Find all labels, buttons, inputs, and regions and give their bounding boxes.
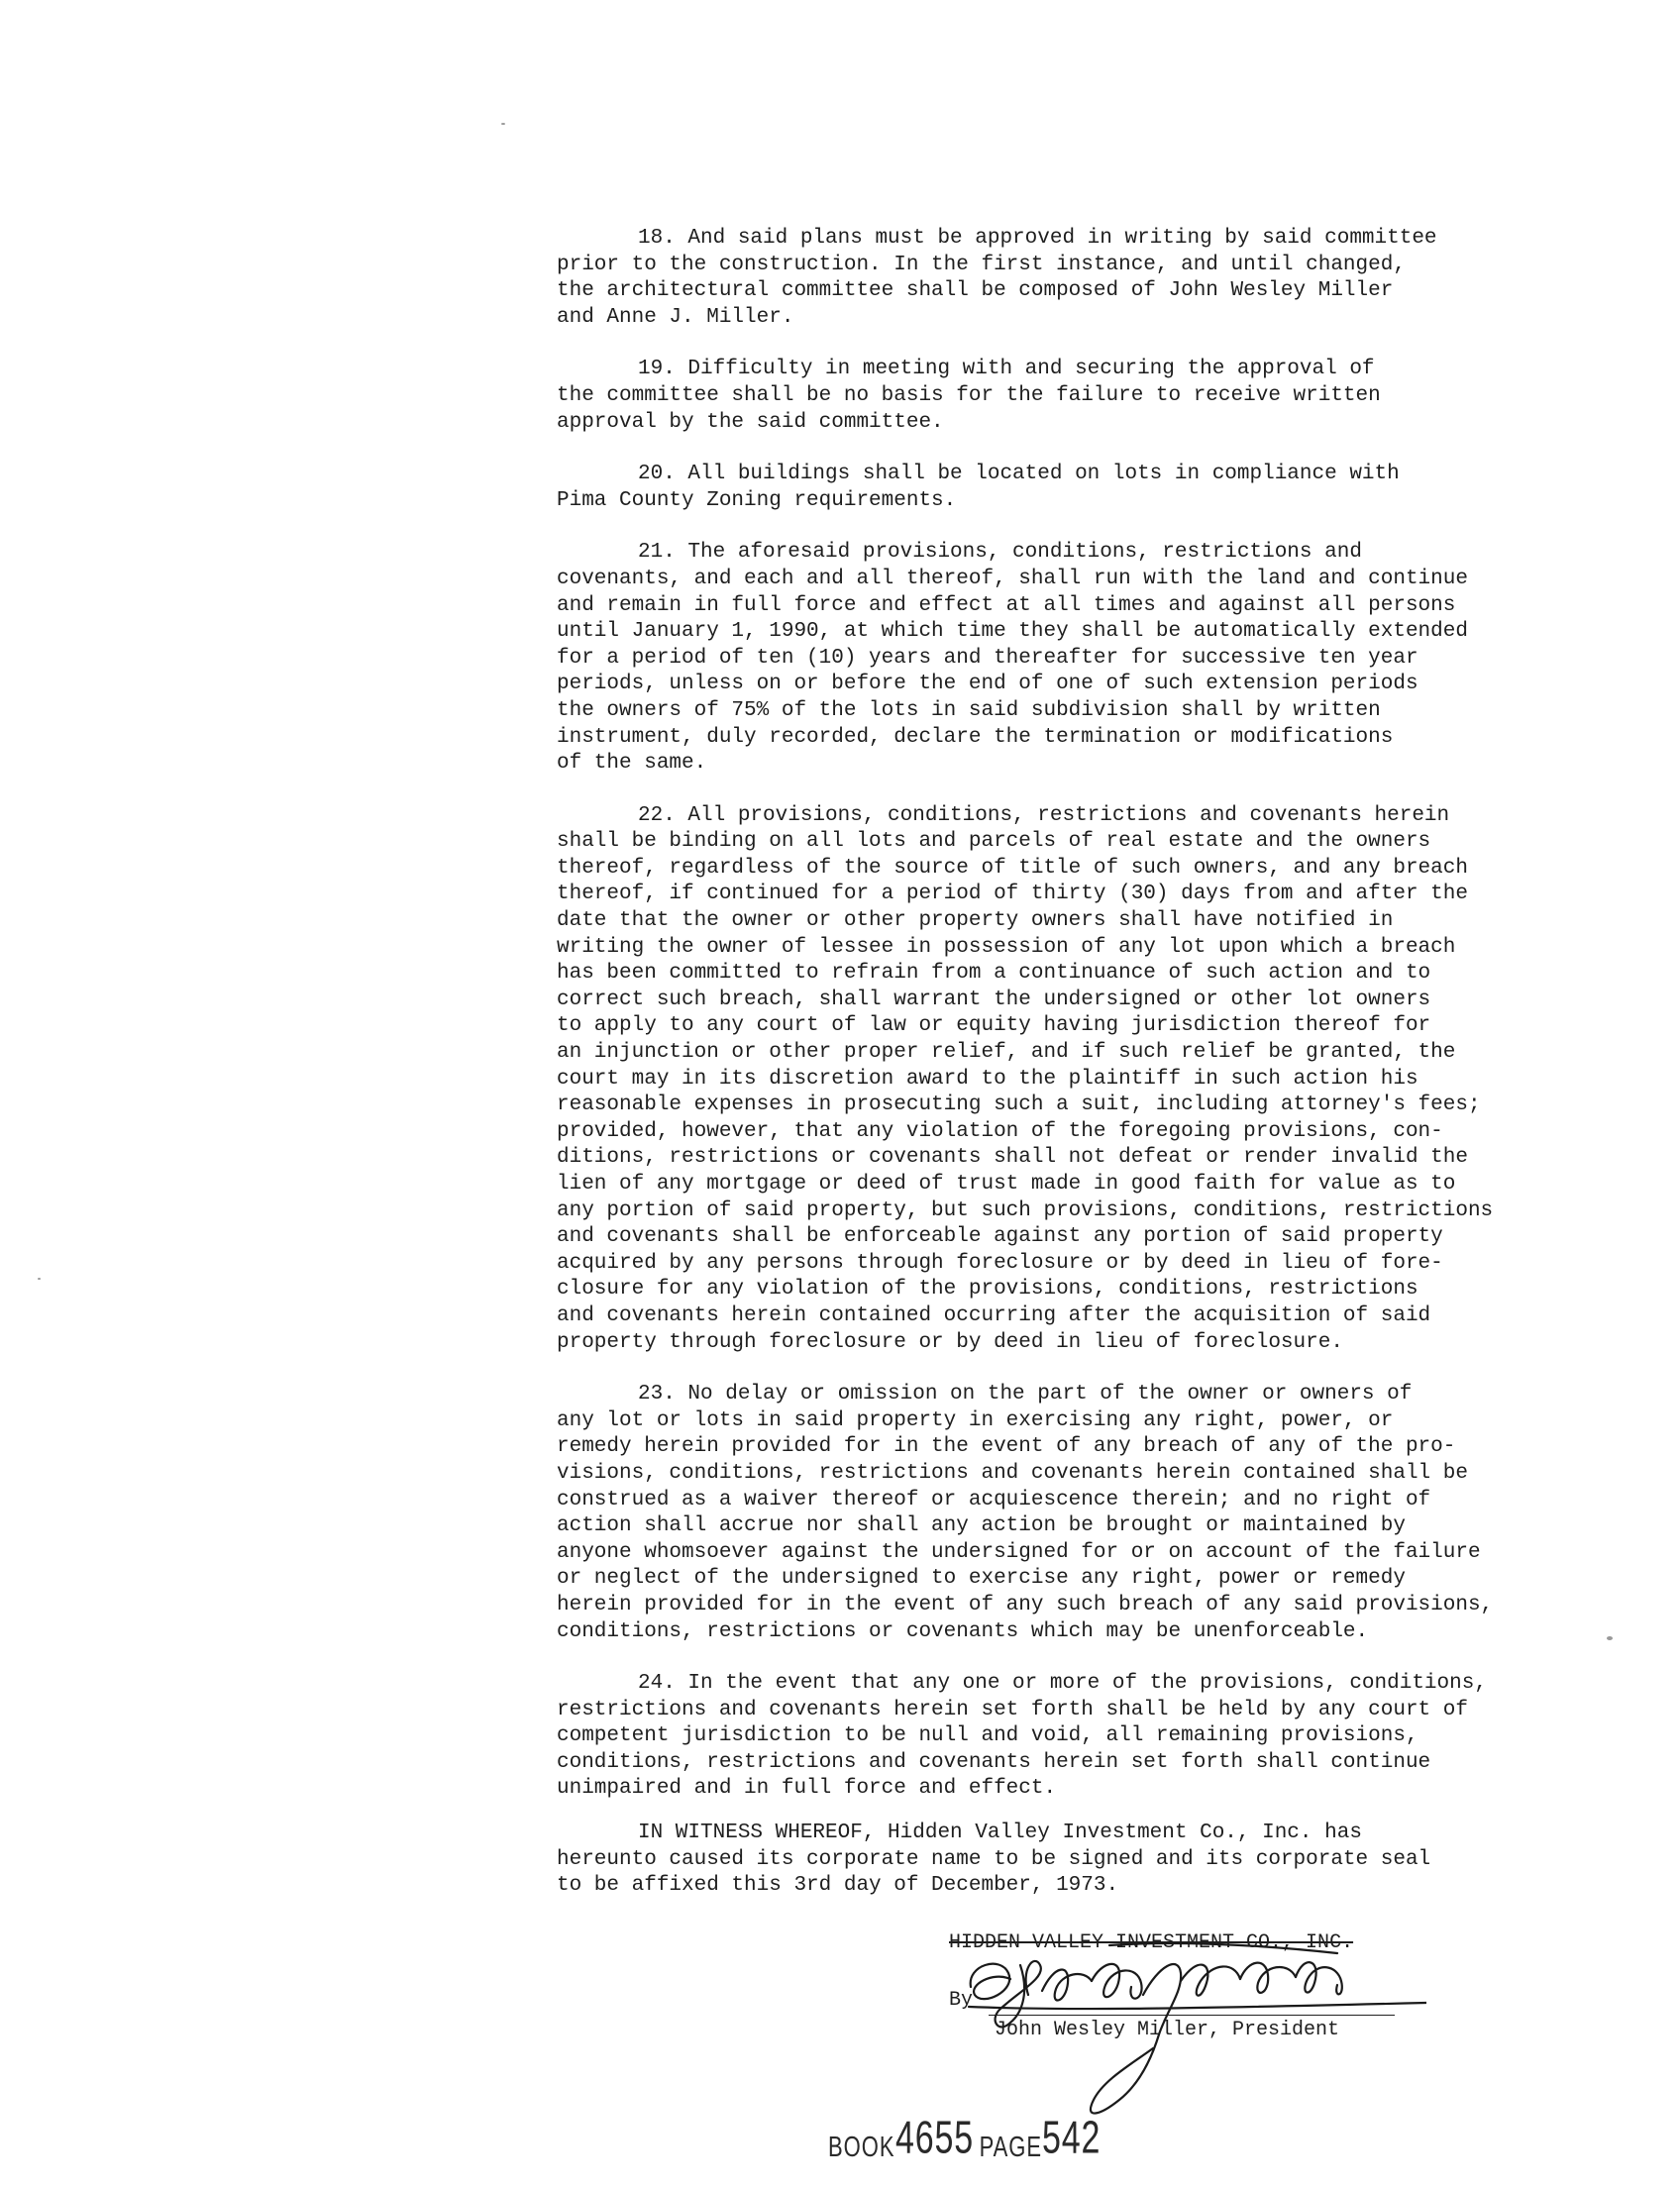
scan-speck [501, 123, 505, 125]
paragraph-text: prior to the construction. In the first instance, and until changed, the architectural committee shall be composed of John Wesley Miller and Anne J. Miller. [557, 253, 1406, 329]
paragraph-lead: 20. All buildings shall be located on lots in compliance with [638, 463, 1400, 486]
by-label: By [949, 1989, 974, 2012]
paragraph-lead: 19. Difficulty in meeting with and securing the approval of [638, 358, 1375, 381]
paragraph-lead: 24. In the event that any one or more of the provisions, conditions, [638, 1672, 1487, 1696]
paragraph-lead: 18. And said plans must be approved in writing by said committee [638, 227, 1437, 250]
paragraph-lead: 21. The aforesaid provisions, conditions, restrictions and [638, 541, 1362, 565]
page-label: PAGE [979, 2131, 1043, 2163]
page-number: 542 [1042, 2113, 1102, 2163]
paragraph-text: restrictions and covenants herein set forth shall be held by any court of competent jurisdiction to be null and void, all remaining provisions, conditions, restrictions and covenants herein set forth shall continue unimpaired and in full force and effect. [557, 1698, 1468, 1801]
paragraph-text: covenants, and each and all thereof, shall run with the land and continue and remain in full force and effect at all times and against all persons until January 1, 1990, at which time they shall be automatically extended for a period of ten (10) years and thereafter for successive ten year periods, unless on or before the end of one of such extension periods the owners of 75% of the lots in said subdivision shall by written instrument, duly recorded, declare the termination or modifications of the same. [557, 567, 1468, 776]
scan-speck [1607, 1636, 1613, 1640]
paragraph-22 [557, 803, 1557, 1356]
witness-text: hereunto caused its corporate name to be signed and its corporate seal to be affixed this 3rd day of December, 1973. [557, 1847, 1431, 1898]
paragraph-21 [557, 540, 1557, 777]
recording-stamp [828, 2113, 1111, 2169]
paragraph-text: any lot or lots in said property in exercising any right, power, or remedy herein provided for in the event of any breach of any of the pro- visions, conditions, restrictions and covenants herein contained shall be construed as a waiver thereof or acquiescence therein; and no right of action shall accrue nor shall any action be brought or maintained by anyone whomsoever against the undersigned for or on account of the failure or neglect of the undersigned to exercise any right, power or remedy herein provided for in the event of any such breach of any said provisions, conditions, restrictions or covenants which may be unenforceable. [557, 1408, 1494, 1643]
paragraph-text: the committee shall be no basis for the failure to receive written approval by the said committee. [557, 383, 1381, 434]
scan-speck [38, 1278, 41, 1280]
witness-lead: IN WITNESS WHEREOF, Hidden Valley Investment Co., Inc. has [638, 1822, 1362, 1845]
paragraph-text: Pima County Zoning requirements. [557, 488, 957, 512]
witness-clause [557, 1821, 1557, 1900]
book-number: 4655 [894, 2113, 974, 2163]
signer-name: John Wesley Miller, President [995, 2019, 1340, 2041]
company-name: HIDDEN VALLEY INVESTMENT CO., INC. [949, 1931, 1354, 1954]
paragraph-lead: 23. No delay or omission on the part of the owner or owners of [638, 1383, 1413, 1406]
paragraph-24 [557, 1671, 1557, 1803]
paragraph-20 [557, 462, 1557, 514]
paragraph-19 [557, 357, 1557, 436]
paragraph-text: shall be binding on all lots and parcels of real estate and the owners thereof, regardless of the source of title of such owners, and any breach thereof, if continued for a period of thirty (30) days from and after the date that the owner or other property owners shall have notified in writing the owner of lessee in possession of any lot upon which a breach has been committed to refrain from a continuance of such action and to correct such breach, shall warrant the undersigned or other lot owners to apply to any court of law or equity having jurisdiction thereof for an injunction or other proper relief, and if such relief be granted, the court may in its discretion award to the plaintiff in such action his reasonable expenses in prosecuting such a suit, including attorney's fees; provided, however, that any violation of the foregoing provisions, con- ditions, restrictions or covenants shall not defeat or render invalid the lien of any mortgage or deed of trust made in good faith for value as to any portion of said property, but such provisions, conditions, restrictions and covenants shall be enforceable against any portion of said property acquired by any persons through foreclosure or by deed in lieu of fore- closure for any violation of the provisions, conditions, restrictions and covenants herein contained occurring after the acquisition of said property through foreclosure or by deed in lieu of foreclosure. [557, 830, 1494, 1354]
paragraph-23 [557, 1382, 1557, 1645]
paragraph-lead: 22. All provisions, conditions, restrictions and covenants herein [638, 803, 1450, 827]
paragraph-18 [557, 226, 1557, 331]
handwritten-signature [872, 1926, 1426, 2134]
book-label: BOOK [828, 2131, 895, 2163]
covenants-body [557, 226, 1557, 1926]
